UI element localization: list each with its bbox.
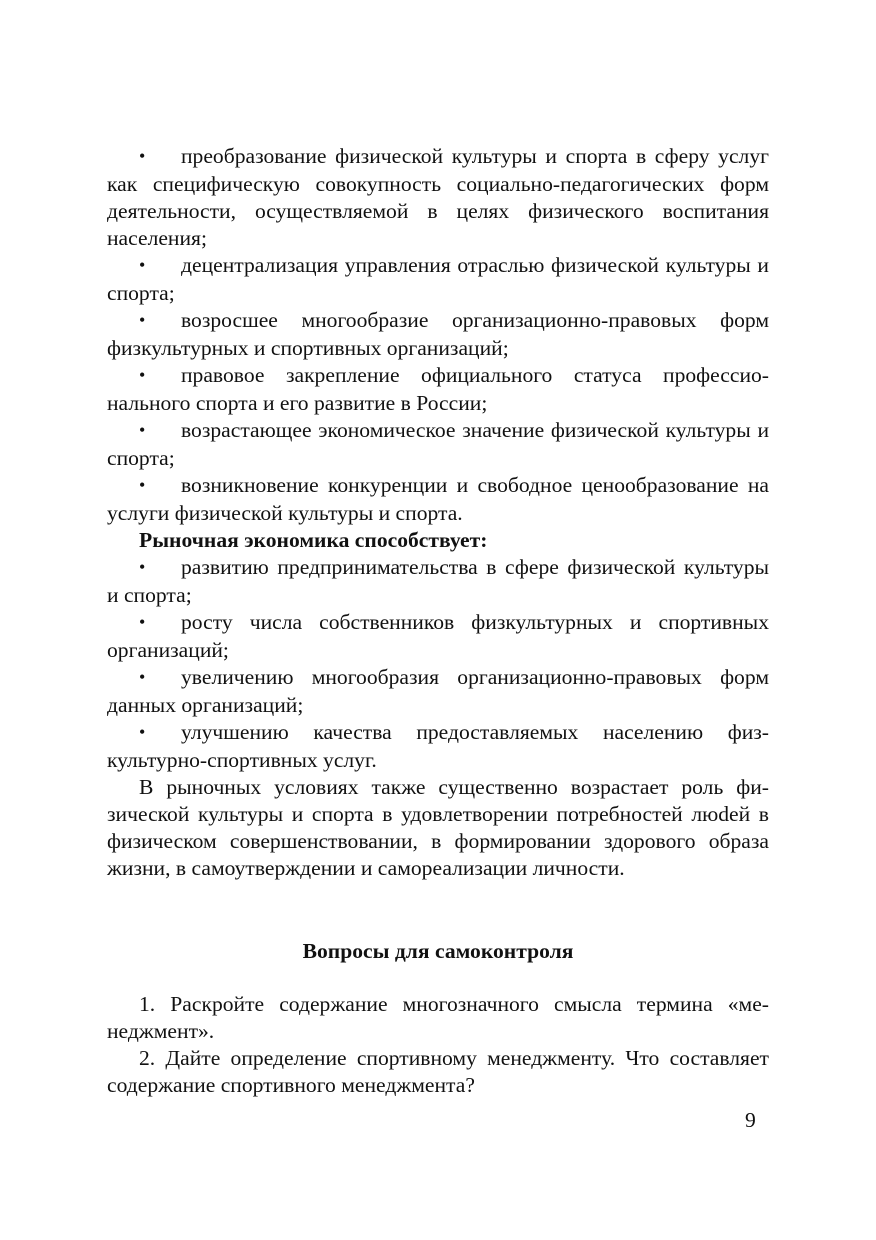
bullet-icon	[139, 417, 181, 445]
list-item: •преобразование физической культуры и спорта в сферу услуг как специфическую совокупность социально-педагогических форм деятельности, осуществляемой в целях физического воспитания населения;	[107, 143, 769, 252]
bullet-icon	[139, 609, 181, 637]
list-item: •возросшее многообразие организационно-правовых форм физкультурных и спортивных организаций;	[107, 307, 769, 362]
bullet-icon	[139, 664, 181, 692]
list-item: •децентрализация управления отраслью физической культуры и спорта;	[107, 252, 769, 307]
section-title: Вопросы для самоконтроля	[302, 939, 574, 963]
page-number: 9	[745, 1108, 756, 1132]
closing-paragraph: В рыночных условиях также существенно возрастает роль физической культуры и спорта в удовлетворении потребностей люdей в физическом совершенствовании, в формировании здорового образа жизни, в самоутверждении и самореализации личности.	[107, 775, 769, 880]
bullet-icon	[139, 143, 181, 171]
bullet-icon	[139, 252, 181, 280]
list-item: •улучшению качества предоставляемых населению физкультурно-спортивных услуг.	[107, 719, 769, 774]
list-item: •росту числа собственников физкультурных и спортивных организаций;	[107, 609, 769, 664]
list-item: •возрастающее экономическое значение физической культуры и спорта;	[107, 417, 769, 472]
list-item: •правовое закрепление официального статуса профессионального спорта и его развитие в России;	[107, 362, 769, 417]
list-item: •возникновение конкуренции и свободное ценообразование на услуги физической культуры и спорта.	[107, 472, 769, 527]
bullet-icon	[139, 719, 181, 747]
page-body	[107, 143, 769, 1099]
bullet-icon	[139, 554, 181, 582]
list-item: •увеличению многообразия организационно-правовых форм данных организаций;	[107, 664, 769, 719]
bullet-icon	[139, 472, 181, 500]
list-item: •развитию предпринимательства в сфере физической культуры и спорта;	[107, 554, 769, 609]
bullet-icon	[139, 362, 181, 390]
question-item: 2. Дайте определение спортивному менеджменту. Что составляет содержание спортивного менеджмента?	[107, 1046, 769, 1097]
bullet-icon	[139, 307, 181, 335]
market-heading: Рыночная экономика способствует:	[139, 528, 488, 552]
question-item: 1. Раскройте содержание многозначного смысла термина «менеджмент».	[107, 992, 769, 1043]
